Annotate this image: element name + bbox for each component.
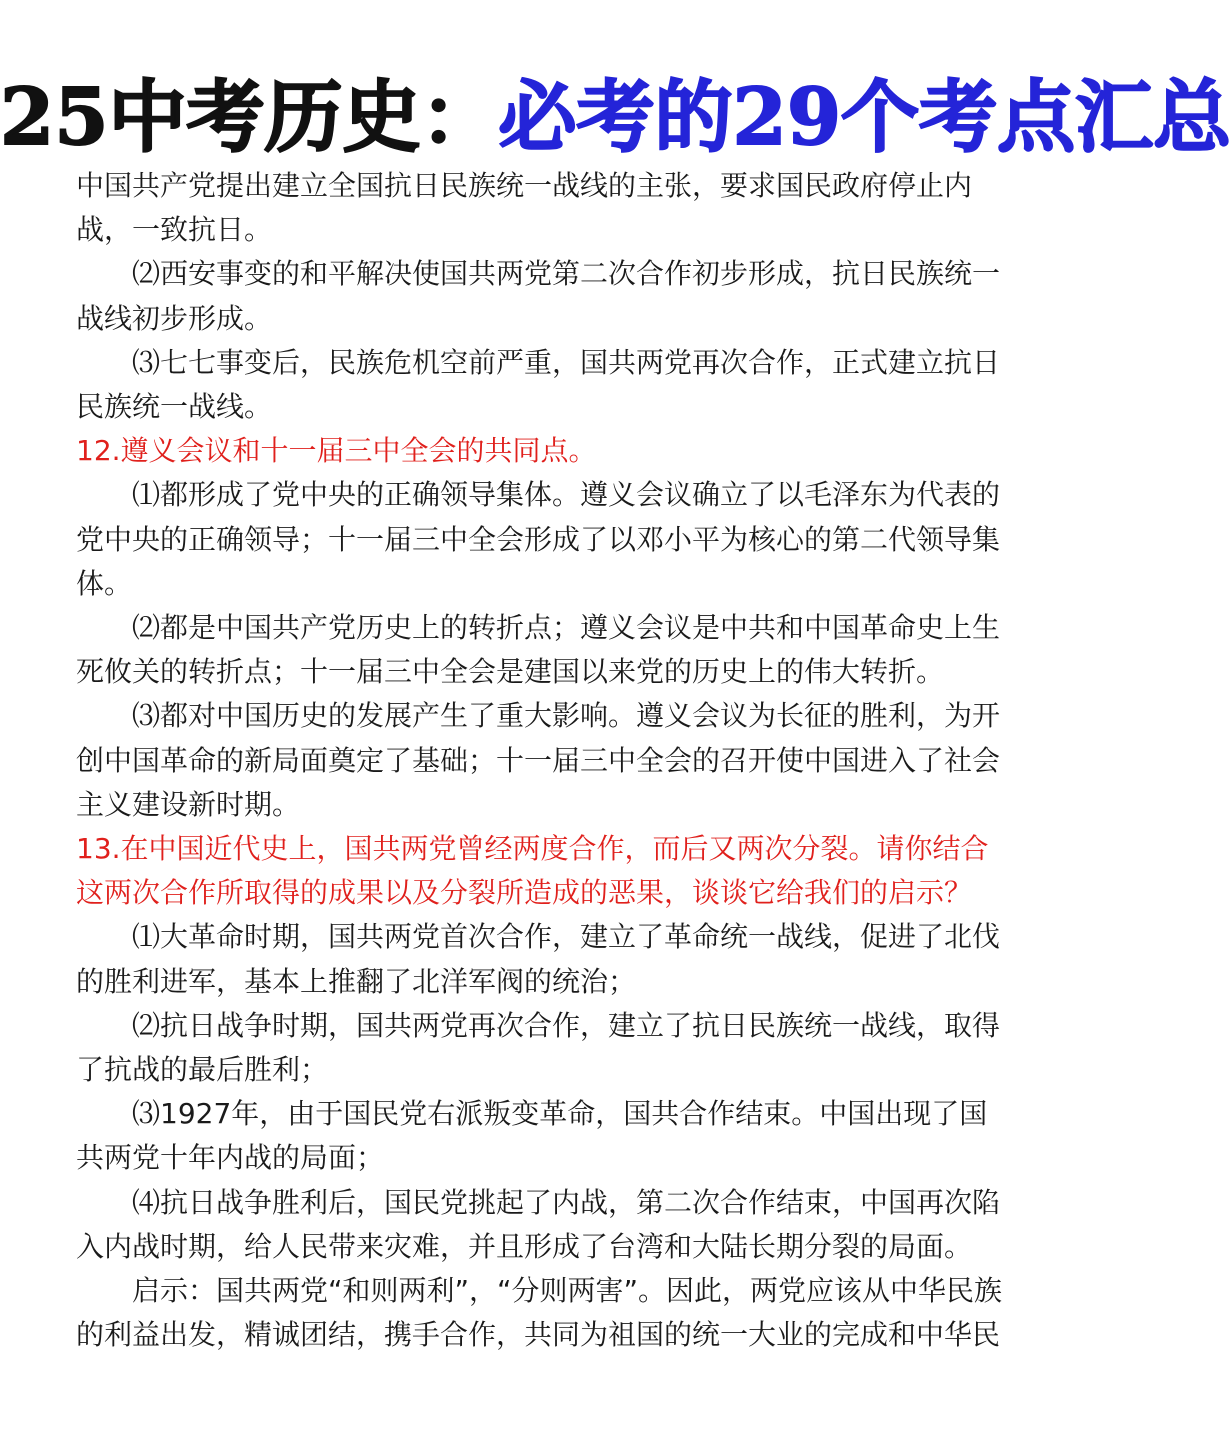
paragraph-conclusion: 启示：国共两党“和则两利”，“分则两害”。因此，两党应该从中华民族的利益出发，精诚团结，携手合作，共同为祖国的统一大业的完成和中华民 [76,1274,1003,1352]
section-heading-12: 12.遵义会议和十一届三中全会的共同点。 [76,434,597,468]
paragraph-item: ⑴都形成了党中央的正确领导集体。遵义会议确立了以毛泽东为代表的党中央的正确领导；十一届三中全会形成了以邓小平为核心的第二代领导集体。 [76,478,1001,600]
paragraph-item: ⑵都是中国共产党历史上的转折点；遵义会议是中共和中国革命史上生死攸关的转折点；十一届三中全会是建国以来党的历史上的伟大转折。 [76,611,1001,689]
page-title [0,70,1231,166]
paragraph-item: ⑵西安事变的和平解决使国共两党第二次合作初步形成，抗日民族统一战线初步形成。 [76,257,1001,335]
paragraph-item: ⑷抗日战争胜利后，国民党挑起了内战，第二次合作结束，中国再次陷入内战时期，给人民带来灾难，并且形成了台湾和大陆长期分裂的局面。 [76,1185,1001,1263]
paragraph-continuation: 中国共产党提出建立全国抗日民族统一战线的主张，要求国民政府停止内战，一致抗日。 [76,169,973,247]
paragraph-item: ⑶都对中国历史的发展产生了重大影响。遵义会议为长征的胜利，为开创中国革命的新局面奠定了基础；十一届三中全会的召开使中国进入了社会主义建设新时期。 [76,699,1001,821]
title-black-part: 25中考历史： [0,72,499,163]
paragraph-item: ⑶1927年，由于国民党右派叛变革命，国共合作结束。中国出现了国共两党十年内战的局面； [76,1097,988,1175]
paragraph-item: ⑶七七事变后，民族危机空前严重，国共两党再次合作，正式建立抗日民族统一战线。 [76,345,1001,424]
document-body [76,164,1006,1357]
paragraph-item: ⑵抗日战争时期，国共两党再次合作，建立了抗日民族统一战线，取得了抗战的最后胜利； [76,1008,1001,1087]
section-heading-13: 13.在中国近代史上，国共两党曾经两度合作，而后又两次分裂。请你结合这两次合作所取得的成果以及分裂所造成的恶果，谈谈它给我们的启示？ [76,832,989,910]
paragraph-item: ⑴大革命时期，国共两党首次合作，建立了革命统一战线，促进了北伐的胜利进军，基本上推翻了北洋军阀的统治； [76,920,1001,998]
title-blue-part: 必考的29个考点汇总 [498,72,1231,163]
